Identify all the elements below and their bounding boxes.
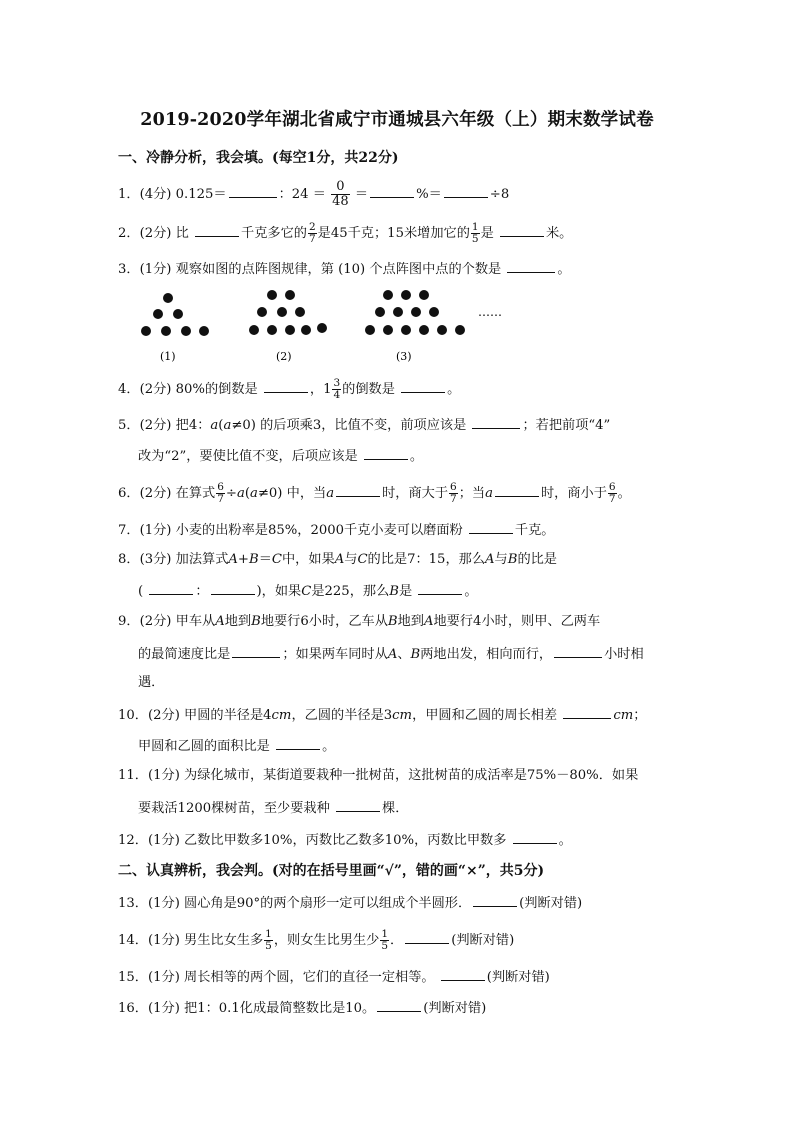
answer-blank[interactable] xyxy=(405,929,449,944)
answer-blank[interactable] xyxy=(513,829,557,844)
question-8-line-2: ( ： )，如果C是225，那么B是 。 xyxy=(138,580,478,602)
dot-pattern-1 xyxy=(141,293,209,336)
dot-pattern-figure xyxy=(130,288,530,370)
answer-blank[interactable] xyxy=(364,445,408,460)
answer-blank[interactable] xyxy=(229,183,277,198)
exam-title: 2019-2020学年湖北省咸宁市通城县六年级（上）期末数学试卷 xyxy=(140,110,654,130)
answer-blank[interactable] xyxy=(336,482,380,497)
answer-blank[interactable] xyxy=(377,997,421,1012)
fraction: $\frac{1}{5}$ xyxy=(471,221,479,245)
question-5-line-1: 5．(2分) 把4：a(a≠0) 的后项乘3，比值不变，前项应该是 ；若把前项“4” xyxy=(118,414,610,436)
answer-blank[interactable] xyxy=(336,797,380,812)
question-3: 3．(1分) 观察如图的点阵图规律，第 (10) 个点阵图中点的个数是 。 xyxy=(118,258,571,280)
answer-blank[interactable] xyxy=(500,222,544,237)
question-8-line-1: 8．(3分) 加法算式A+B＝C中，如果A与C的比是7：15，那么A与B的比是 xyxy=(118,552,557,567)
answer-blank[interactable] xyxy=(563,704,611,719)
answer-blank[interactable] xyxy=(211,580,255,595)
fraction: $\frac{6}{7}$ xyxy=(608,481,616,505)
fraction: $\frac{6}{7}$ xyxy=(450,481,457,505)
figure-ellipsis: …… xyxy=(478,305,502,319)
section-2-heading: 二、认真辨析，我会判。(对的在括号里画“√”，错的画“×”，共5分) xyxy=(118,863,545,879)
question-11-line-2: 要栽活1200棵树苗，至少要栽种 棵． xyxy=(138,797,408,819)
mixed-number: 1 $\frac{3}{4}$ xyxy=(323,377,341,401)
dot-pattern-2 xyxy=(249,290,327,335)
figure-label-3: (3) xyxy=(396,350,412,363)
question-2: 2．(2分) 比 千克多它的 $\frac{2}{7}$ 是45千克；15米增加它的 $\frac{1}{5}$ 是 米。 xyxy=(118,221,573,245)
question-12: 12．(1分) 乙数比甲数多10%，丙数比乙数多10%，丙数比甲数多 。 xyxy=(118,829,572,851)
fraction: $\frac{0}{48}$ xyxy=(332,179,349,209)
question-15: 15．(1分) 周长相等的两个圆，它们的直径一定相等。 (判断对错) xyxy=(118,966,550,988)
question-11-line-1: 11．(1分) 为绿化城市，某街道要栽种一批树苗，这批树苗的成活率是75%－80%．如果 xyxy=(118,768,639,783)
question-1: 1．(4分) 0.125＝ ：24 ＝ $\frac{0}{48}$ ＝ %＝ ÷8 xyxy=(118,179,510,209)
dot-pattern-3 xyxy=(365,290,465,335)
answer-blank[interactable] xyxy=(472,414,520,429)
answer-blank[interactable] xyxy=(444,183,488,198)
answer-blank[interactable] xyxy=(276,735,320,750)
answer-blank[interactable] xyxy=(195,222,239,237)
answer-blank[interactable] xyxy=(401,378,445,393)
figure-label-2: (2) xyxy=(276,350,292,363)
fraction: $\frac{3}{4}$ xyxy=(333,377,341,401)
figure-label-1: (1) xyxy=(160,350,176,363)
question-10-line-1: 10．(2分) 甲圆的半径是4cm，乙圆的半径是3cm，甲圆和乙圆的周长相差 cm； xyxy=(118,704,646,726)
question-14: 14．(1分) 男生比女生多 $\frac{1}{5}$ ，则女生比男生少 $\frac{1}{5}$ ． (判断对错) xyxy=(118,928,515,952)
section-1-heading: 一、冷静分析，我会填。(每空1分，共22分) xyxy=(118,150,399,166)
answer-blank[interactable] xyxy=(507,258,555,273)
question-4: 4．(2分) 80%的倒数是 ，1 $\frac{3}{4}$ 的倒数是 。 xyxy=(118,377,461,401)
question-5-line-2: 改为“2”，要使比值不变，后项应该是 。 xyxy=(138,445,423,467)
answer-blank[interactable] xyxy=(149,580,193,595)
answer-blank[interactable] xyxy=(469,519,513,534)
answer-blank[interactable] xyxy=(370,183,414,198)
question-10-line-2: 甲圆和乙圆的面积比是 。 xyxy=(138,735,335,757)
answer-blank[interactable] xyxy=(232,643,280,658)
fraction: $\frac{1}{5}$ xyxy=(381,928,389,952)
answer-blank[interactable] xyxy=(418,580,462,595)
fraction: $\frac{6}{7}$ xyxy=(217,481,224,505)
answer-blank[interactable] xyxy=(554,643,602,658)
question-16: 16．(1分) 把1：0.1化成最简整数比是10。 (判断对错) xyxy=(118,997,486,1019)
question-7: 7．(1分) 小麦的出粉率是85%，2000千克小麦可以磨面粉 千克。 xyxy=(118,519,554,541)
question-9-line-3: 遇． xyxy=(138,675,165,690)
answer-blank[interactable] xyxy=(264,378,308,393)
question-9-line-2: 的最简速度比是 ；如果两车同时从A、B两地出发，相向而行， 小时相 xyxy=(138,643,644,665)
answer-blank[interactable] xyxy=(495,482,539,497)
answer-blank[interactable] xyxy=(473,892,517,907)
question-6: 6．(2分) 在算式 $\frac{6}{7}$ ÷a(a≠0) 中，当a 时，商大于 $\frac{6}{7}$ ；当a 时，商小于 $\frac{6}{7}$ 。 xyxy=(118,481,631,505)
fraction: $\frac{1}{5}$ xyxy=(265,928,272,952)
question-13: 13．(1分) 圆心角是90°的两个扇形一定可以组成个半圆形． (判断对错) xyxy=(118,892,582,914)
question-9-line-1: 9．(2分) 甲车从A地到B地要行6小时，乙车从B地到A地要行4小时，则甲、乙两车 xyxy=(118,614,601,629)
answer-blank[interactable] xyxy=(441,966,485,981)
fraction: $\frac{2}{7}$ xyxy=(308,221,316,245)
